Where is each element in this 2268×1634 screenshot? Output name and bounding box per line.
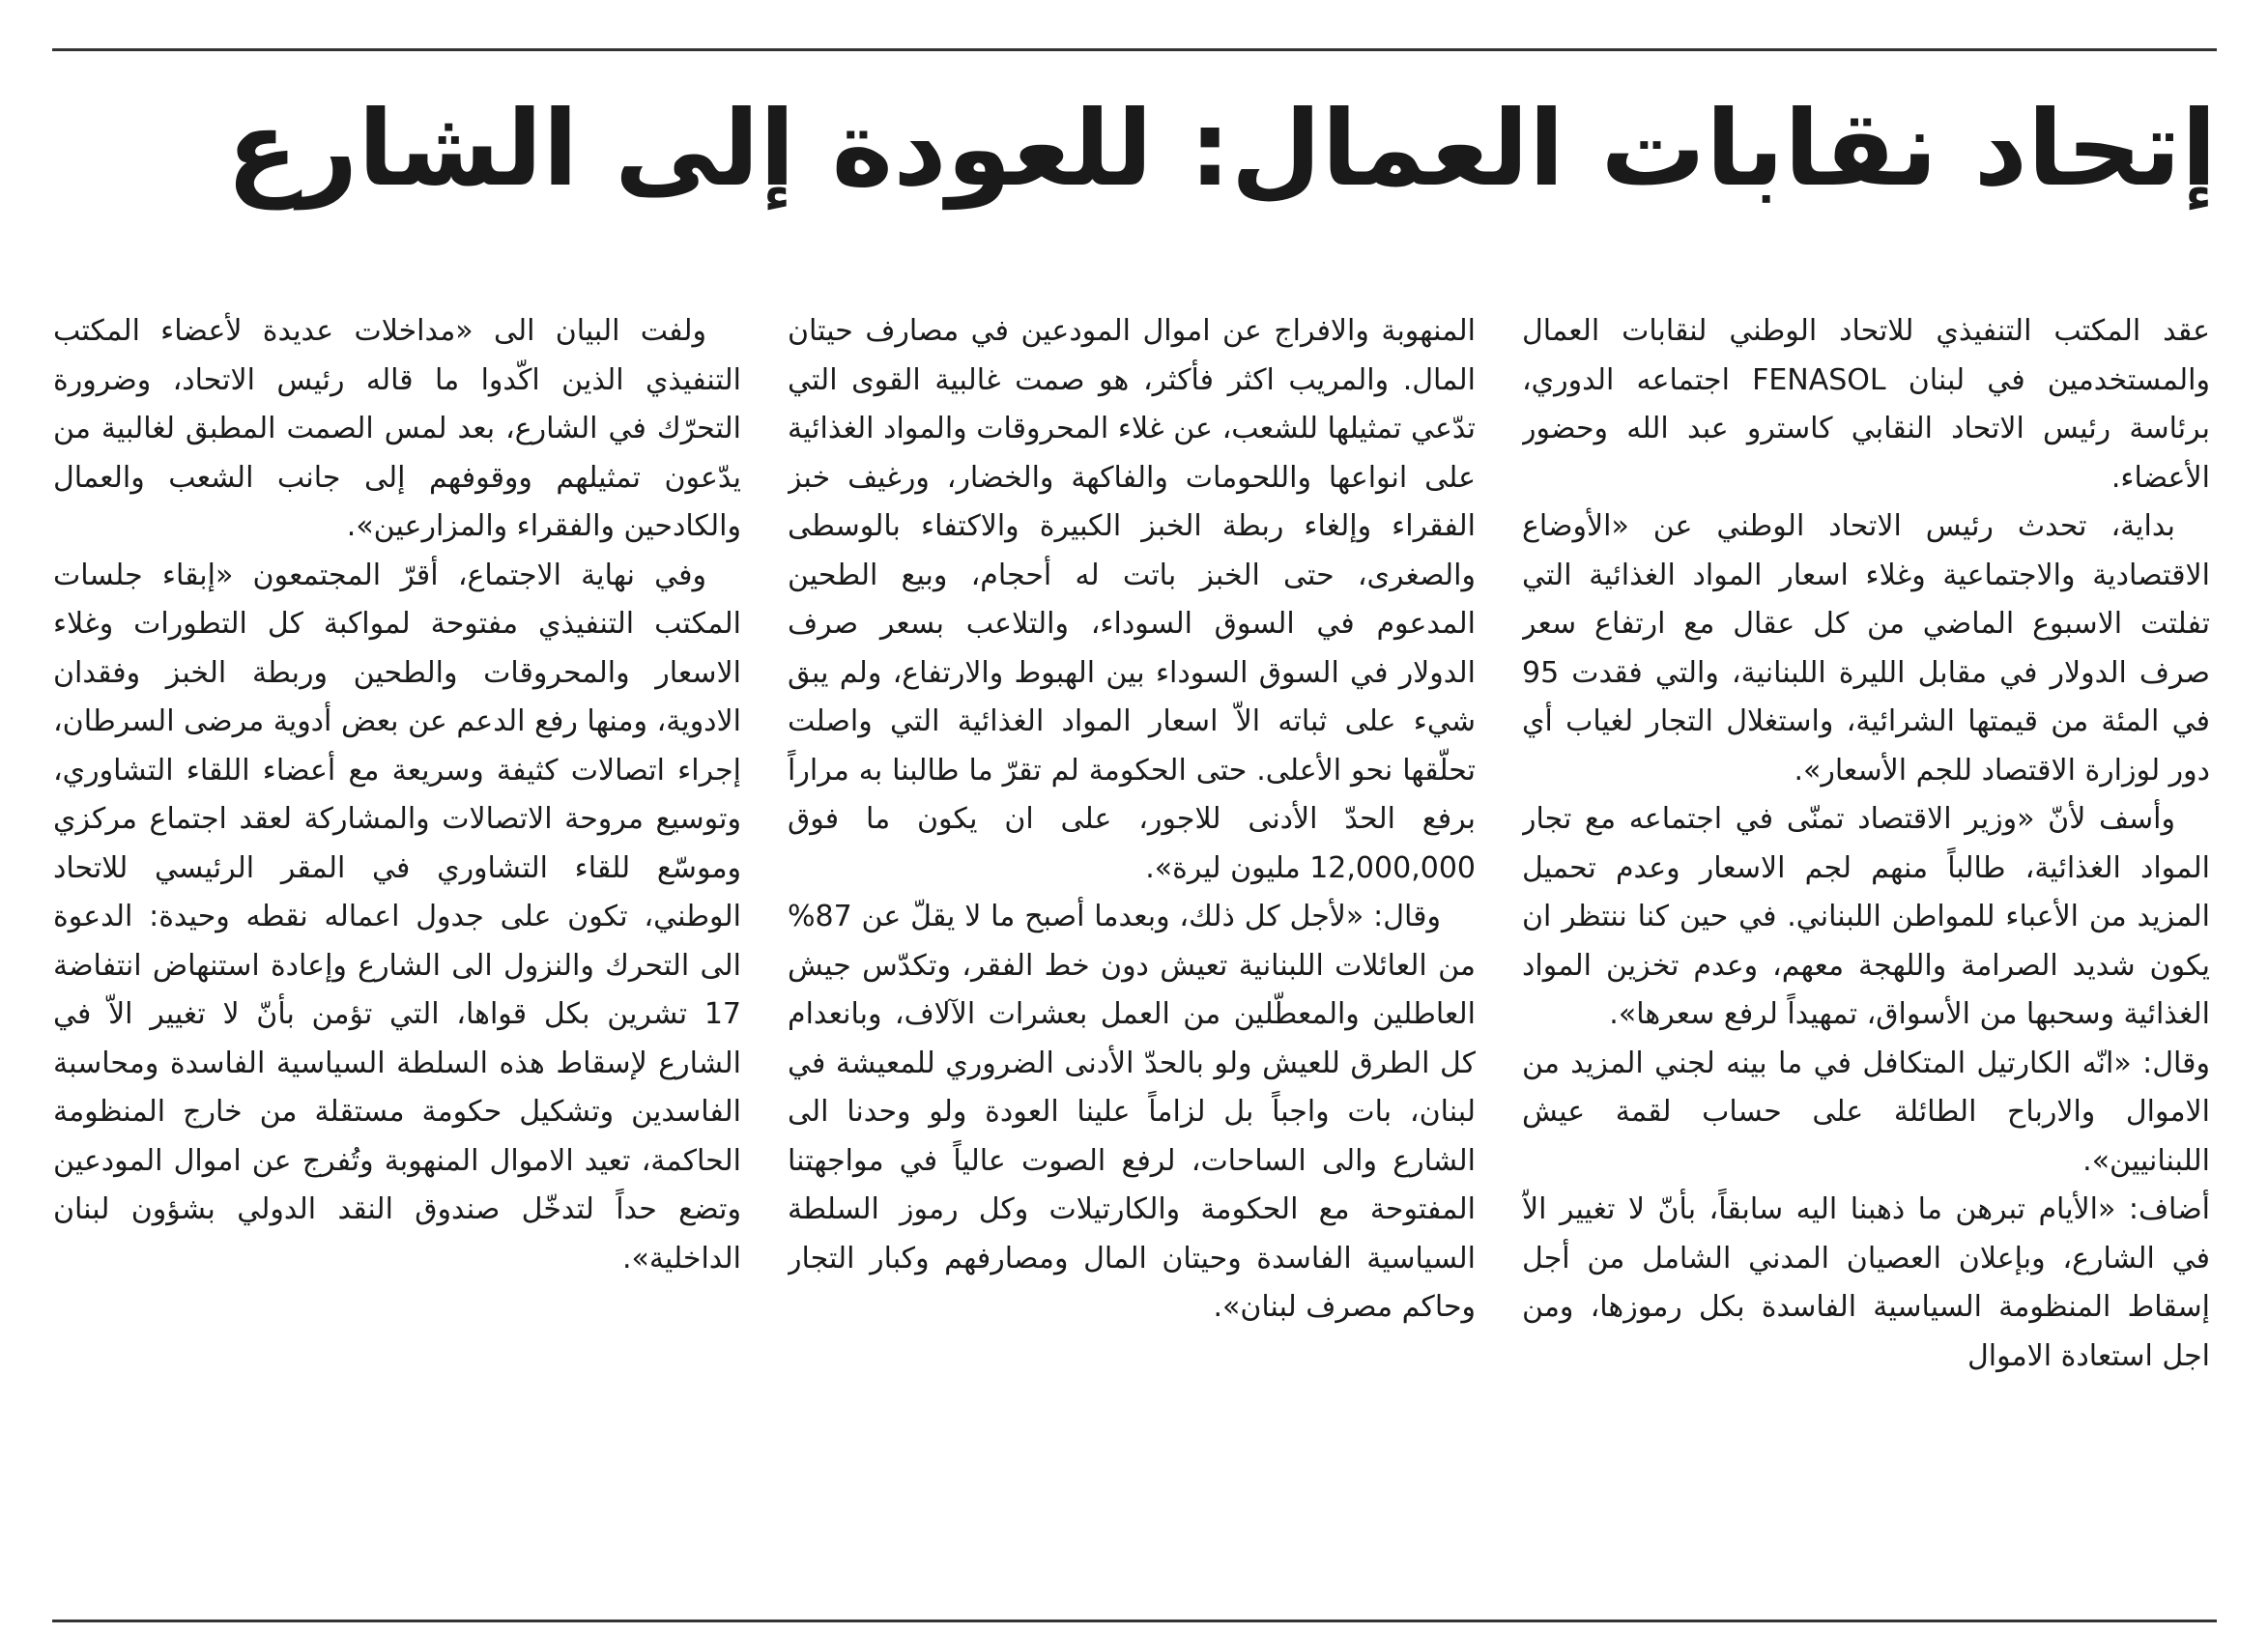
paragraph: المنهوبة والافراج عن اموال المودعين في مصارف حيتان المال. والمريب اكثر فأكثر، هو صمت غالبية القوى التي تدّعي تمثيلها للشعب، عن غلاء المحروقات والمواد الغذائية على انواعها واللحومات والفاكهة والخضار، ورغيف خبز الفقراء وإلغاء ربطة الخبز الكبيرة والاكتفاء بالوسطى والصغرى، حتى الخبز باتت له أحجام، وبيع الطحين المدعوم في السوق السوداء، والتلاعب بسعر صرف الدولار في السوق السوداء بين الهبوط والارتفاع، ولم يبق شيء على ثباته الاّ اسعار المواد الغذائية التي واصلت تحلّقها نحو الأعلى. حتى الحكومة لم تقرّ ما طالبنا به مراراً برفع الحدّ الأدنى للاجور، على ان يكون ما فوق 12,000,000 مليون ليرة». <box>788 314 1476 885</box>
paragraph: وقال: «انّه الكارتيل المتكافل في ما بينه لجني المزيد من الاموال والارباح الطائلة على حساب لقمة عيش اللبنانيين». <box>1522 1046 2210 1178</box>
article-column-1 <box>1522 307 2210 1515</box>
top-rule <box>52 48 2217 51</box>
paragraph: أضاف: «الأيام تبرهن ما ذهبنا اليه سابقاً، بأنّ لا تغيير الاّ في الشارع، وبإعلان العصيان المدني الشامل من أجل إسقاط المنظومة السياسية الفاسدة بكل رموزها، ومن اجل استعادة الاموال <box>1522 1192 2210 1373</box>
paragraph: وقال: «لأجل كل ذلك، وبعدما أصبح ما لا يقلّ عن 87% من العائلات اللبنانية تعيش دون خط الفقر، وتكدّس جيش العاطلين والمعطّلين من العمل بعشرات الآلاف، وبانعدام كل الطرق للعيش ولو بالحدّ الأدنى الضروري للمعيشة في لبنان، بات واجباً بل لزاماً علينا العودة ولو وحدنا الى الشارع والى الساحات، لرفع الصوت عالياً في مواجهتنا المفتوحة مع الحكومة والكارتيلات وكل رموز السلطة السياسية الفاسدة وحيتان المال ومصارفهم وكبار التجار وحاكم مصرف لبنان». <box>788 900 1476 1324</box>
article-column-3 <box>53 307 741 1515</box>
article-column-2 <box>788 307 1476 1515</box>
headline: إتحاد نقابات العمال: للعودة إلى الشارع <box>226 89 2217 210</box>
paragraph: بداية، تحدث رئيس الاتحاد الوطني عن «الأوضاع الاقتصادية والاجتماعية وغلاء اسعار المواد الغذائية التي تفلتت الاسبوع الماضي من كل عقال مع ارتفاع سعر صرف الدولار في مقابل الليرة اللبنانية، والتي فقدت 95 في المئة من قيمتها الشرائية، واستغلال التجار لغياب أي دور لوزارة الاقتصاد للجم الأسعار». <box>1522 509 2210 788</box>
paragraph: وفي نهاية الاجتماع، أقرّ المجتمعون «إبقاء جلسات المكتب التنفيذي مفتوحة لمواكبة كل التطورات وغلاء الاسعار والمحروقات والطحين وربطة الخبز وفقدان الادوية، ومنها رفع الدعم عن بعض أدوية مرضى السرطان، إجراء اتصالات كثيفة وسريعة مع أعضاء اللقاء التشاوري، وتوسيع مروحة الاتصالات والمشاركة لعقد اجتماع مركزي وموسّع للقاء التشاوري في المقر الرئيسي للاتحاد الوطني، تكون على جدول اعماله نقطه وحيدة: الدعوة الى التحرك والنزول الى الشارع وإعادة استنهاض انتفاضة 17 تشرين بكل قواها، التي تؤمن بأنّ لا تغيير الاّ في الشارع لإسقاط هذه السلطة السياسية الفاسدة ومحاسبة الفاسدين وتشكيل حكومة مستقلة من خارج المنظومة الحاكمة، تعيد الاموال المنهوبة وتُفرج عن اموال المودعين وتضع حداً لتدخّل صندوق النقد الدولي بشؤون لبنان الداخلية». <box>53 558 741 1276</box>
bottom-rule <box>52 1620 2217 1622</box>
paragraph: عقد المكتب التنفيذي للاتحاد الوطني لنقابات العمال والمستخدمين في لبنان FENASOL اجتماعه الدوري، برئاسة رئيس الاتحاد النقابي كاسترو عبد الله وحضور الأعضاء. <box>1522 314 2210 495</box>
paragraph: ولفت البيان الى «مداخلات عديدة لأعضاء المكتب التنفيذي الذين اكّدوا ما قاله رئيس الاتحاد، وضرورة التحرّك في الشارع، بعد لمس الصمت المطبق لغالبية من يدّعون تمثيلهم ووقوفهم إلى جانب الشعب والعمال والكادحين والفقراء والمزارعين». <box>53 314 741 543</box>
paragraph: وأسف لأنّ «وزير الاقتصاد تمنّى في اجتماعه مع تجار المواد الغذائية، طالباً منهم لجم الاسعار وعدم تحميل المزيد من الأعباء للمواطن اللبناني. في حين كنا ننتظر ان يكون شديد الصرامة واللهجة معهم، وعدم تخزين المواد الغذائية وسحبها من الأسواق، تمهيداً لرفع سعرها». <box>1522 802 2210 1031</box>
